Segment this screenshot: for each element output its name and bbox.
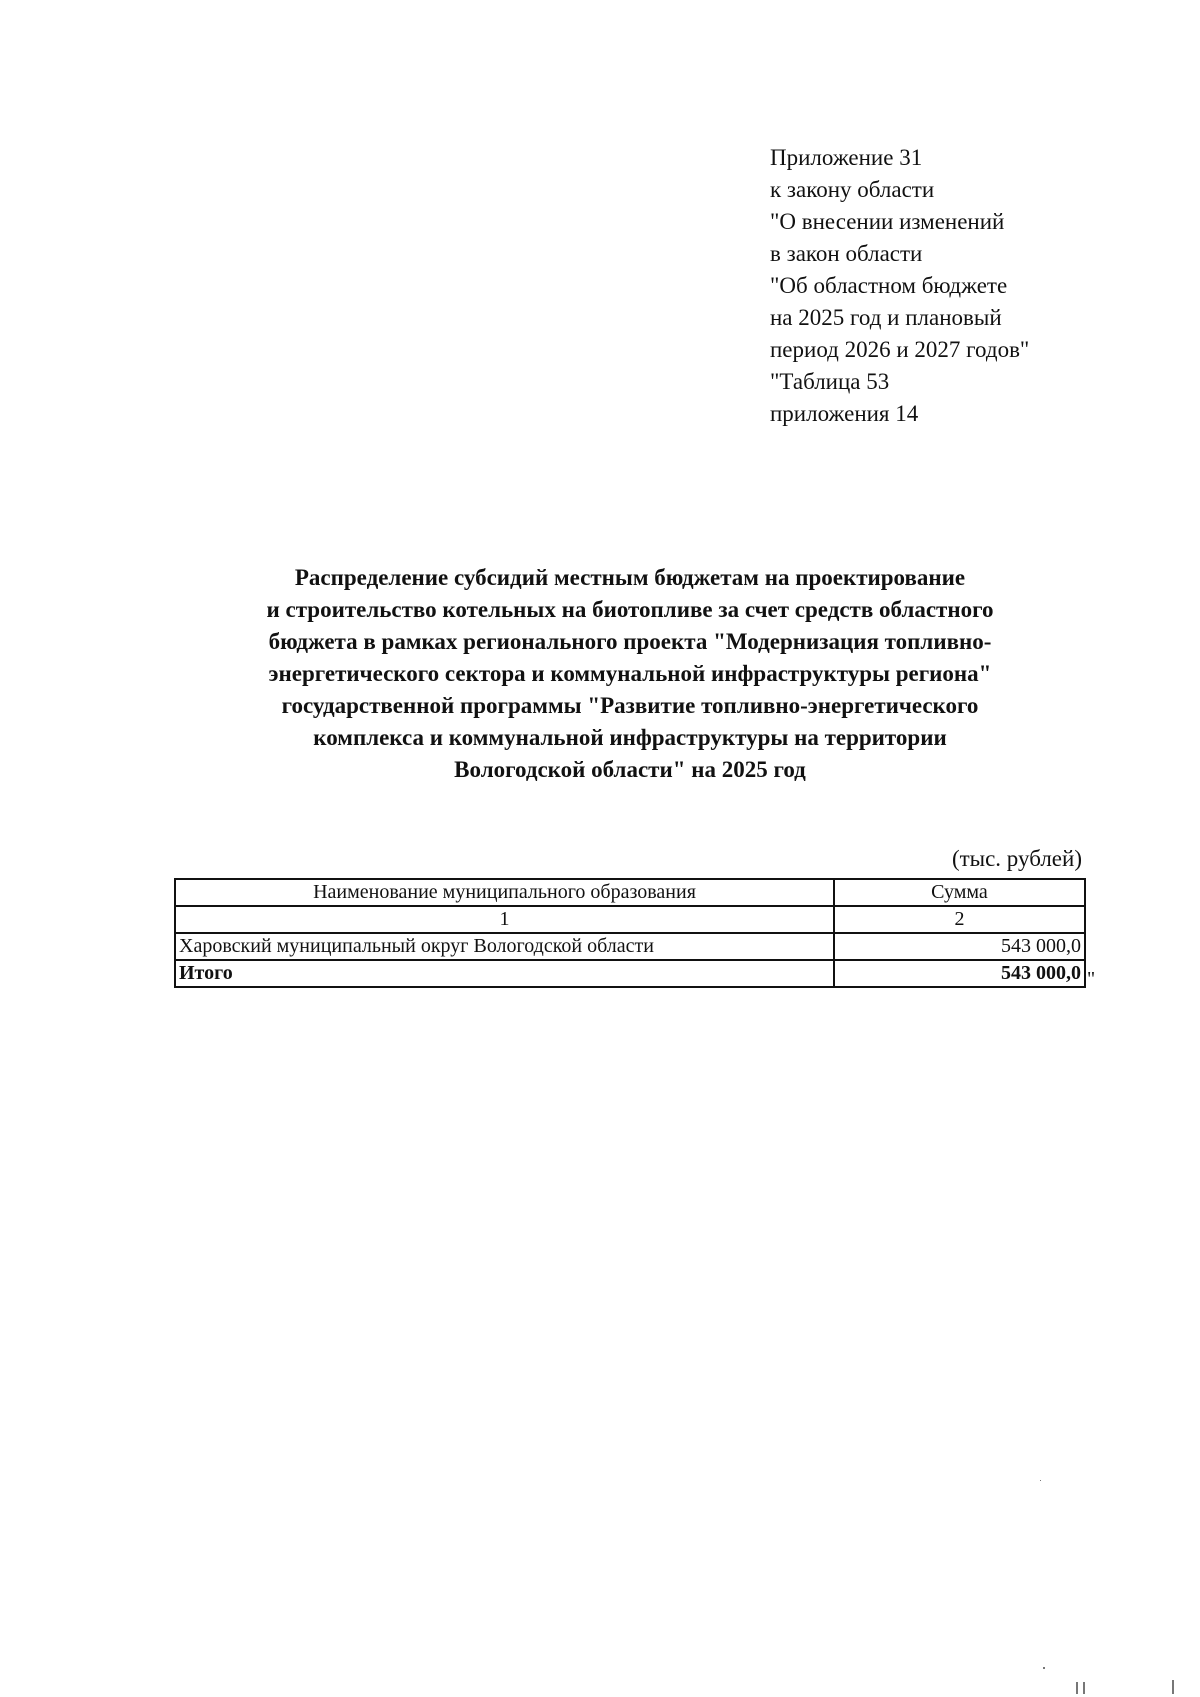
scan-speck [1040, 1480, 1041, 1481]
header-line-2: к закону области [770, 177, 935, 202]
title-line-3: бюджета в рамках регионального проекта "Модернизация топливно- [268, 629, 992, 654]
scan-speck [1076, 1682, 1078, 1694]
header-cell-sum: Сумма [834, 879, 1085, 906]
document-title [150, 562, 1110, 786]
units-label: (тыс. рублей) [951, 846, 1082, 871]
column-number-row [175, 906, 1085, 933]
scan-speck [1043, 1667, 1045, 1669]
header-line-3: "О внесении изменений [770, 209, 1005, 234]
scan-speck [1172, 1680, 1174, 1694]
total-label: Итого [175, 960, 834, 987]
scan-speck [1083, 1682, 1085, 1694]
title-line-6: комплекса и коммунальной инфраструктуры на территории [313, 725, 947, 750]
header-line-9: приложения 14 [770, 401, 919, 426]
title-line-1: Распределение субсидий местным бюджетам на проектирование [294, 565, 966, 590]
header-line-5: "Об областном бюджете [770, 273, 1008, 298]
title-line-4: энергетического сектора и коммунальной инфраструктуры региона" [268, 661, 992, 686]
title-line-5: государственной программы "Развитие топливно-энергетического [281, 693, 979, 718]
column-number-1: 1 [175, 906, 834, 933]
header-cell-name: Наименование муниципального образования [175, 879, 834, 906]
subsidy-table [174, 878, 1086, 988]
header-line-4: в закон области [770, 241, 923, 266]
header-line-6: на 2025 год и плановый [770, 305, 1002, 330]
appendix-header [770, 142, 1170, 430]
header-line-1: Приложение 31 [770, 145, 923, 170]
title-line-2: и строительство котельных на биотопливе за счет средств областного [266, 597, 994, 622]
municipality-name: Харовский муниципальный округ Вологодской области [175, 933, 834, 960]
header-line-8: "Таблица 53 [770, 369, 890, 394]
total-row [175, 960, 1085, 987]
column-number-2: 2 [834, 906, 1085, 933]
table-row [175, 933, 1085, 960]
title-line-7: Вологодской области" на 2025 год [454, 757, 806, 782]
table-header-row [175, 879, 1085, 906]
header-line-7: период 2026 и 2027 годов" [770, 337, 1030, 362]
closing-quote: " [1087, 968, 1096, 990]
total-sum: 543 000,0 [834, 960, 1085, 987]
municipality-sum: 543 000,0 [834, 933, 1085, 960]
